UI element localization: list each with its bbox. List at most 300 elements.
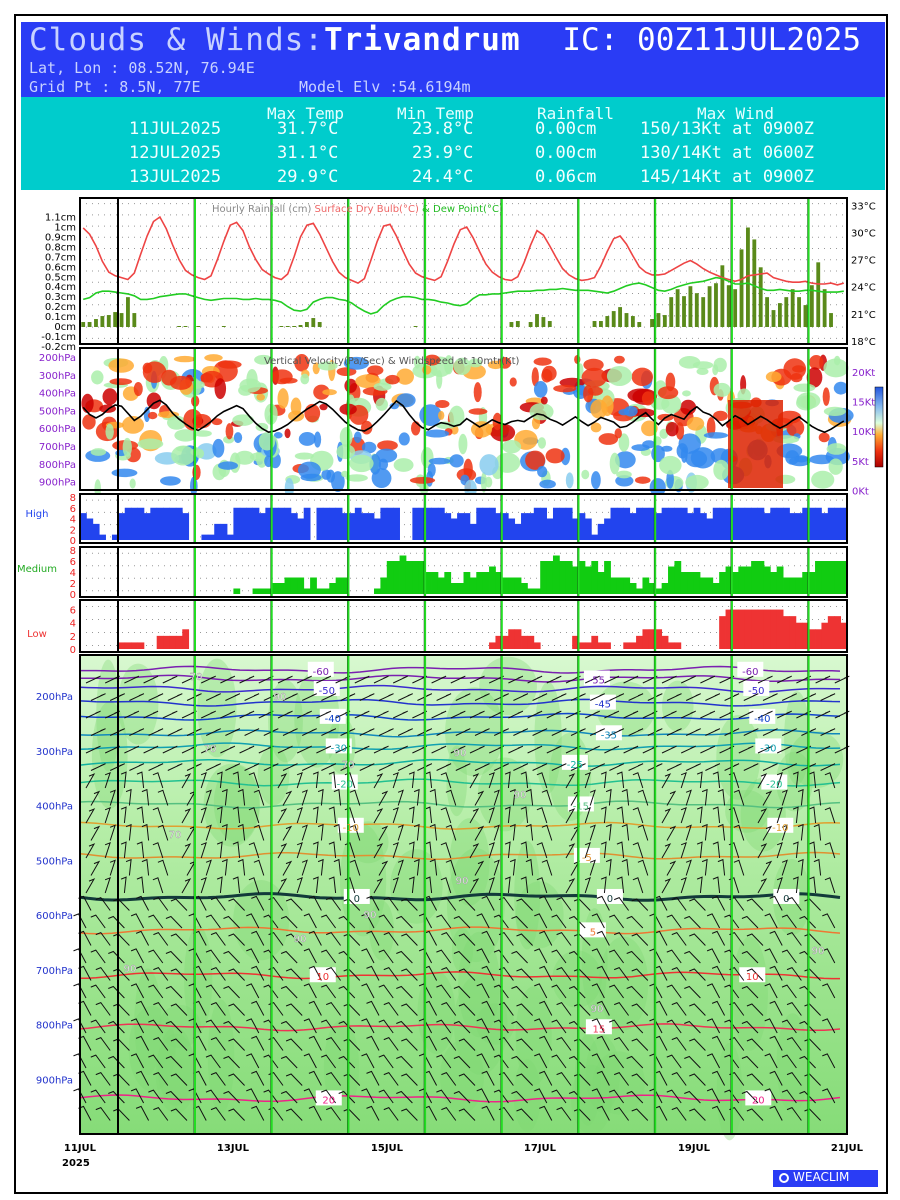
medium-cloud-bar [598,572,605,594]
vv-contour-blob [685,475,708,490]
high-cloud-bar [214,524,221,540]
vv-contour-blob [766,371,782,382]
high-cloud-bar [361,513,368,540]
medium-cloud-bar [681,572,688,594]
rain-bar [311,318,315,327]
rain-bar [318,322,322,327]
rh-label: 90 [455,876,469,887]
high-cloud-bar [176,508,183,540]
high-cloud-bar [521,513,528,540]
vv-contour-blob [239,378,261,392]
high-cloud-bar [604,519,611,541]
vv-contour-blob [435,400,449,408]
medium-cloud-bar [400,556,407,595]
high-cloud-bar [636,508,643,540]
low-cloud-bar [834,616,841,649]
medium-cloud-bar [483,572,490,594]
col-max-wind: Max Wind [697,104,775,123]
isotherm-label: 0 [353,893,360,905]
temp-tick-label: 21°C [851,309,876,321]
low-cloud-bar [770,610,777,649]
high-cloud-bar [611,508,618,540]
rain-bar [605,316,609,327]
high-cloud-bar [278,508,285,540]
rain-bar [810,285,814,327]
low-cloud-bar [169,636,176,649]
high-cloud-bar [297,519,304,541]
medium-cloud-bar [527,589,534,595]
vv-contour-blob [134,382,143,396]
vv-contour-blob [344,379,357,393]
low-cloud-bar [534,642,541,649]
rain-tick-label: 1.1cm [44,212,76,224]
medium-cloud-bar [777,567,784,595]
vv-contour-blob [682,390,691,396]
vv-contour-blob [194,430,212,437]
rain-bar [126,297,130,327]
rain-bar [791,289,795,327]
high-cloud-bar [425,508,432,540]
row-wind: 150/13Kt at 0900Z [640,119,814,139]
rain-bar [535,314,539,327]
high-cloud-tick: 6 [69,503,76,515]
rain-bar [631,316,635,327]
high-cloud-bar [240,508,247,540]
vv-contour-blob [429,458,451,465]
vv-contour-blob [823,387,830,406]
col-min-temp: Min Temp [397,104,475,123]
isotherm-label: -60 [312,666,329,678]
high-cloud-bar [687,513,694,540]
high-cloud-bar [374,519,381,541]
vv-contour-blob [827,443,847,455]
vv-contour-blob [793,383,815,392]
medium-cloud-bar [470,578,477,595]
high-cloud-bar [86,519,93,541]
isotherm-label: 0 [783,893,790,905]
medium-cloud-bar [809,572,816,594]
high-cloud-bar [547,519,554,541]
low-cloud-bar [764,610,771,649]
vv-contour-blob [811,471,834,489]
medium-cloud-tick: 0 [69,590,76,601]
vv-contour-blob [642,391,655,405]
high-cloud-bar [809,508,816,540]
high-cloud-bar [642,508,649,540]
medium-cloud-bar [329,583,336,594]
vv-contour-blob [542,366,557,381]
medium-cloud-bar [834,561,841,594]
medium-cloud-bar [732,572,739,594]
medium-cloud-bar [285,578,292,595]
rain-tick-label: 0.7cm [44,252,76,264]
vv-contour-blob [91,448,107,456]
medium-cloud-bar [719,572,726,594]
low-cloud-bar [815,629,822,649]
high-cloud-bar [93,524,100,540]
vv-contour-blob [130,479,136,489]
low-cloud-bar [579,642,586,649]
row-rain: 0.00cm [535,119,597,139]
rh-label: 90 [513,790,527,801]
low-cloud-bar [732,610,739,649]
medium-cloud-bar [291,578,298,595]
medium-cloud-bar [374,589,381,595]
rain-tick-label: 0.3cm [44,292,76,304]
low-cloud-bar [668,642,675,649]
row-min: 24.4°C [412,167,474,187]
grid-point: Grid Pt : 8.5N, 77E [29,78,201,96]
rain-bar [541,317,545,327]
low-cloud-bar [636,636,643,649]
low-cloud-label: Low [27,629,47,640]
medium-cloud-bar [815,561,822,594]
medium-cloud-bar [457,583,464,594]
medium-cloud-bar [310,578,317,595]
medium-cloud-bar [585,567,592,595]
high-cloud-bar [489,508,496,540]
high-cloud-bar [566,508,573,540]
high-cloud-bar [291,513,298,540]
high-cloud-bar [285,508,292,540]
vv-contour-blob [485,477,492,488]
medium-cloud-bar [336,578,343,595]
rain-bar [81,322,85,327]
medium-cloud-bar [630,583,637,594]
rain-bar [772,310,776,327]
vv-contour-blob [349,455,373,472]
vv-contour-blob [704,432,728,438]
row-wind: 145/14Kt at 0900Z [640,167,814,187]
vv-contour-blob [278,388,289,409]
medium-cloud-bar [540,561,547,594]
high-cloud-bar [553,508,560,540]
xsec-pressure-label: 900hPa [35,1075,73,1087]
vv-contour-blob [385,375,400,385]
rain-bar [676,289,680,327]
low-cloud-bar [777,610,784,649]
high-cloud-bar [828,508,835,540]
vv-contour-blob [183,409,202,431]
vv-contour-blob [658,386,678,399]
low-cloud-bar [163,636,170,649]
low-cloud-tick: 0 [69,645,76,656]
rain-bar [663,315,667,327]
high-cloud-bar [598,524,605,540]
rain-bar [733,289,737,327]
medium-cloud-bar [553,556,560,595]
vv-contour-blob [300,374,309,385]
vv-contour-blob [834,382,848,395]
medium-cloud-bar [278,583,285,594]
rain-bar [305,322,309,327]
high-cloud-bar [579,513,586,540]
row-max: 31.7°C [277,119,339,139]
vv-contour-blob [285,428,291,438]
rain-bar [720,265,724,327]
isotherm-label: 10 [316,972,330,984]
rh-moist-patch [516,986,552,1085]
low-cloud-tick: 2 [69,631,76,643]
rain-tick-label: 1cm [54,222,76,234]
vv-contour-blob [599,433,618,445]
low-cloud-bar [751,610,758,649]
vv-contour-blob [280,378,298,384]
medium-cloud-bar [566,561,573,594]
medium-cloud-bar [502,578,509,595]
medium-cloud-bar [579,561,586,594]
vv-contour-blob [123,438,132,457]
medium-cloud-bar [662,583,669,594]
medium-cloud-bar [316,589,323,595]
high-cloud-bar [432,508,439,540]
title-part: Hourly Rainfall (cm) [212,204,312,215]
row-wind: 130/14Kt at 0600Z [640,143,814,163]
vv-contour-blob [530,403,554,420]
medium-cloud-bar [764,567,771,595]
vv-contour-blob [201,373,214,383]
medium-cloud-bar [796,578,803,595]
vv-contour-blob [160,476,181,485]
high-cloud-bar [182,513,189,540]
rain-tick-label: 0.9cm [44,232,76,244]
medium-cloud-bar [233,589,240,595]
row-date: 12JUL2025 [129,143,222,163]
x-axis-date-label: 17JUL [523,1143,557,1154]
model-elevation: Model Elv :54.6194m [299,78,471,96]
rain-bar [797,297,801,327]
vv-contour-blob [424,430,449,438]
rh-moist-patch [184,926,212,1033]
vv-contour-blob [566,472,574,488]
vv-contour-blob [474,382,482,402]
isotherm-label: -50 [318,685,335,697]
isotherm-label: -20 [336,779,353,791]
rain-bar [816,262,820,327]
high-cloud-bar [834,508,841,540]
rain-bar [292,326,296,327]
wind-speed-tick: 20Kt [852,368,876,379]
vv-contour-blob [218,361,242,369]
medium-cloud-bar [770,572,777,594]
vv-contour-blob [693,361,713,369]
rain-bar [612,311,616,327]
medium-cloud-bar [623,578,630,595]
vv-contour-blob [232,414,254,426]
vv-contour-blob [376,398,388,411]
medium-cloud-bar [668,567,675,595]
vv-contour-blob [436,370,442,389]
vv-contour-blob [397,393,416,407]
isotherm-label: 15 [592,1024,606,1036]
high-cloud-bar [412,508,419,540]
high-cloud-bar [585,519,592,541]
isotherm-label: -45 [594,699,612,711]
vv-contour-blob [109,378,132,385]
high-cloud-bar [125,508,132,540]
high-cloud-bar [483,508,490,540]
vv-contour-blob [591,471,601,489]
high-cloud-bar [131,508,138,540]
low-cloud-bar [758,610,765,649]
isotherm-label: -10 [772,822,789,834]
high-cloud-bar [713,508,720,540]
rain-bar [682,296,686,327]
rain-bar [625,313,629,327]
low-cloud-bar [515,629,522,649]
rh-label: 90 [590,1004,604,1015]
medium-cloud-bar [412,561,419,594]
low-cloud-bar [789,616,796,649]
rain-bar [88,322,92,327]
high-cloud-tick: 8 [69,493,76,504]
logo-circle-icon [779,1173,789,1183]
x-axis-date-label: 13JUL [216,1143,250,1154]
rh-moist-patch [258,746,290,806]
medium-cloud-bar [706,578,713,595]
medium-cloud-bar [406,561,413,594]
vv-contour-blob [607,366,632,386]
rain-tick-label: -0.2cm [41,341,76,353]
vv-contour-blob [394,458,414,472]
high-cloud-bar [559,508,566,540]
rain-bar [177,326,181,327]
low-cloud-bar [796,623,803,649]
col-max-temp: Max Temp [267,104,345,123]
high-cloud-bar [464,513,471,540]
high-cloud-bar [764,513,771,540]
vv-contour-blob [396,368,414,384]
logo-text: WEACLIM [793,1170,850,1184]
vv-contour-blob [538,437,546,449]
medium-cloud-bar [297,578,304,595]
rain-bar [286,326,290,327]
high-cloud-bar [457,513,464,540]
medium-cloud-bar [617,578,624,595]
rain-bar [414,326,418,327]
medium-cloud-bar [464,572,471,594]
high-cloud-bar [150,508,157,540]
high-cloud-bar [387,508,394,540]
rain-tick-label: 0cm [54,322,76,333]
isotherm-label: -60 [742,666,759,678]
high-cloud-tick: 0 [69,536,76,547]
vv-contour-blob [105,424,113,440]
vv-contour-blob [102,388,117,405]
high-cloud-bar [157,508,164,540]
medium-cloud-bar [821,561,828,594]
rain-bar [510,322,514,327]
rh-label: 90 [273,692,287,703]
high-cloud-bar [758,508,765,540]
high-cloud-bar [380,508,387,540]
low-cloud-bar [521,636,528,649]
vv-contour-blob [666,422,679,436]
vv-contour-blob [91,370,104,384]
vv-contour-blob [546,448,565,463]
medium-cloud-bar [783,578,790,595]
row-rain: 0.06cm [535,167,597,187]
vv-contour-blob [192,465,200,480]
wind-speed-tick: 15Kt [852,397,876,409]
low-cloud-bar [182,629,189,649]
rain-bar [299,325,303,327]
vv-pressure-label: 200hPa [38,353,76,364]
rh-label: 90 [453,748,467,759]
high-cloud-bar [534,508,541,540]
high-cloud-bar [144,513,151,540]
rain-bar [688,286,692,327]
vv-contour-blob [829,458,843,474]
vv-colorbar [875,387,883,467]
rh-moist-patch [214,764,260,842]
high-cloud-bar [591,535,598,540]
low-cloud-bar [125,642,132,649]
vv-contour-blob [687,417,704,431]
rh-label: 70 [189,672,203,683]
low-cloud-bar [138,642,145,649]
title-prefix: Clouds & Winds: [29,22,324,58]
high-cloud-bar [745,508,752,540]
high-cloud-bar [253,508,260,540]
vv-contour-blob [680,400,696,415]
vv-contour-blob [234,432,242,443]
medium-cloud-bar [713,583,720,594]
high-cloud-bar [138,508,145,540]
high-cloud-tick: 4 [69,514,76,526]
high-cloud-bar [770,508,777,540]
high-cloud-bar [630,513,637,540]
medium-cloud-bar [393,561,400,594]
vv-contour-blob [824,407,846,416]
vv-contour-blob [791,373,803,382]
rain-temp-title [212,204,503,215]
rain-bar [695,293,699,327]
medium-cloud-bar [559,561,566,594]
high-cloud-bar [163,508,170,540]
temp-tick-label: 27°C [851,255,876,267]
vv-contour-blob [469,408,488,414]
row-min: 23.9°C [412,143,474,163]
medium-cloud-bar [604,561,611,594]
medium-cloud-bar [259,589,266,595]
rain-bar [637,322,641,327]
medium-cloud-bar [636,589,643,595]
rain-bar [752,239,756,327]
rain-tick-label: -0.1cm [41,331,76,343]
isotherm-label: -25 [566,759,584,771]
rh-moist-patch [450,818,490,906]
vv-contour-blob [411,421,420,435]
vv-contour-blob [581,470,589,479]
vv-contour-blob [174,356,196,362]
isotherm-label: -15 [572,801,590,813]
rh-label: 90 [123,964,137,975]
high-cloud-bar [738,508,745,540]
low-cloud-bar [655,629,662,649]
medium-cloud-label: Medium [17,564,57,575]
vv-contour-blob [635,477,651,484]
vv-pressure-label: 900hPa [38,477,76,489]
vv-contour-blob [374,383,392,391]
vv-contour-blob [174,429,196,441]
medium-cloud-bar [534,589,541,595]
medium-cloud-bar [521,583,528,594]
vv-contour-blob [534,381,548,398]
medium-cloud-bar [432,572,439,594]
vv-contour-blob [299,432,316,446]
low-cloud-bar [591,636,598,649]
